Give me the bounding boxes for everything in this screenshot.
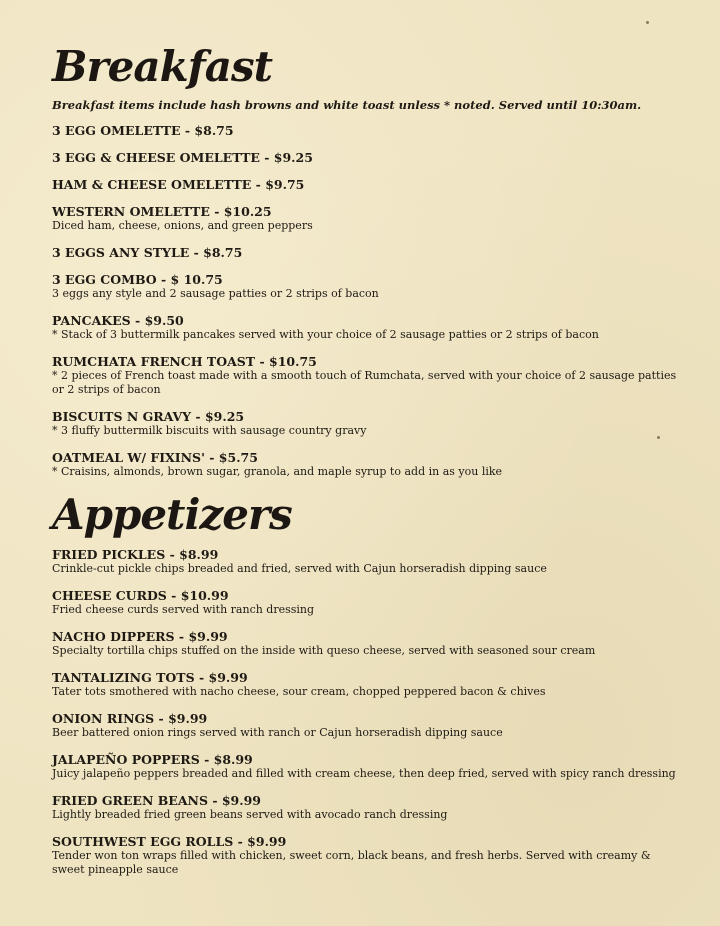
menu-item xyxy=(52,794,682,822)
menu-item-title: RUMCHATA FRENCH TOAST - $10.75 xyxy=(52,354,317,370)
menu-item-title: FRIED PICKLES - $8.99 xyxy=(52,547,219,563)
menu-page xyxy=(52,44,682,890)
menu-item-title: ONION RINGS - $9.99 xyxy=(52,711,208,727)
menu-item xyxy=(52,355,682,397)
menu-item xyxy=(52,273,682,301)
menu-item xyxy=(52,451,682,479)
menu-item-title: HAM & CHEESE OMELETTE - $9.75 xyxy=(52,177,305,193)
menu-item-title: TANTALIZING TOTS - $9.99 xyxy=(52,670,248,686)
breakfast-intro: Breakfast items include hash browns and white toast unless * noted. Served until 10:30am. xyxy=(52,98,642,113)
menu-item-description: * 3 fluffy buttermilk biscuits with sausage country gravy xyxy=(52,424,367,438)
appetizers-heading: Appetizers xyxy=(52,490,292,540)
menu-item xyxy=(52,178,682,192)
breakfast-list xyxy=(52,124,682,479)
menu-item-title: NACHO DIPPERS - $9.99 xyxy=(52,629,228,645)
menu-item xyxy=(52,246,682,260)
menu-item-title: PANCAKES - $9.50 xyxy=(52,313,184,329)
menu-item xyxy=(52,835,682,877)
breakfast-heading: Breakfast xyxy=(52,42,272,91)
appetizers-list xyxy=(52,548,682,877)
menu-item-title: OATMEAL W/ FIXINS' - $5.75 xyxy=(52,450,258,466)
menu-item xyxy=(52,124,682,138)
menu-item-description: Specialty tortilla chips stuffed on the inside with queso cheese, served with seasoned sour cream xyxy=(52,644,596,658)
menu-item-title: JALAPEÑO POPPERS - $8.99 xyxy=(52,752,253,768)
menu-item-description: Juicy jalapeño peppers breaded and filled with cream cheese, then deep fried, served with spicy ranch dressing xyxy=(52,767,676,781)
menu-item xyxy=(52,410,682,438)
paper-speck xyxy=(646,21,649,24)
menu-item xyxy=(52,753,682,781)
menu-item-title: 3 EGGS ANY STYLE - $8.75 xyxy=(52,245,243,261)
menu-item-title: 3 EGG OMELETTE - $8.75 xyxy=(52,123,234,139)
menu-item xyxy=(52,712,682,740)
menu-item xyxy=(52,314,682,342)
menu-item xyxy=(52,671,682,699)
menu-item xyxy=(52,589,682,617)
menu-item-description: Beer battered onion rings served with ranch or Cajun horseradish dipping sauce xyxy=(52,726,503,740)
menu-item-title: BISCUITS N GRAVY - $9.25 xyxy=(52,409,245,425)
menu-item-description: Fried cheese curds served with ranch dressing xyxy=(52,603,315,617)
menu-item-description: Crinkle-cut pickle chips breaded and fried, served with Cajun horseradish dipping sauce xyxy=(52,562,547,576)
menu-item-description: 3 eggs any style and 2 sausage patties or 2 strips of bacon xyxy=(52,287,379,301)
menu-item xyxy=(52,205,682,233)
menu-item-description: * Stack of 3 buttermilk pancakes served with your choice of 2 sausage patties or 2 strips of bacon xyxy=(52,328,599,342)
menu-item-title: SOUTHWEST EGG ROLLS - $9.99 xyxy=(52,834,287,850)
menu-item-description: Diced ham, cheese, onions, and green peppers xyxy=(52,219,313,233)
menu-item-title: WESTERN OMELETTE - $10.25 xyxy=(52,204,272,220)
menu-item-description: * Craisins, almonds, brown sugar, granola, and maple syrup to add in as you like xyxy=(52,465,503,479)
menu-item-description: Tender won ton wraps filled with chicken, sweet corn, black beans, and fresh herbs. Served with creamy & sweet pineapple sauce xyxy=(52,849,651,877)
menu-item-title: 3 EGG COMBO - $ 10.75 xyxy=(52,272,223,288)
menu-item xyxy=(52,548,682,576)
menu-item-title: CHEESE CURDS - $10.99 xyxy=(52,588,229,604)
menu-item-title: FRIED GREEN BEANS - $9.99 xyxy=(52,793,262,809)
menu-item-description: Tater tots smothered with nacho cheese, sour cream, chopped peppered bacon & chives xyxy=(52,685,546,699)
menu-item-description: Lightly breaded fried green beans served with avocado ranch dressing xyxy=(52,808,448,822)
menu-item xyxy=(52,630,682,658)
menu-item xyxy=(52,151,682,165)
menu-item-description: * 2 pieces of French toast made with a smooth touch of Rumchata, served with your choice of 2 sausage patties or 2 strips of bacon xyxy=(52,369,677,397)
menu-item-title: 3 EGG & CHEESE OMELETTE - $9.25 xyxy=(52,150,313,166)
